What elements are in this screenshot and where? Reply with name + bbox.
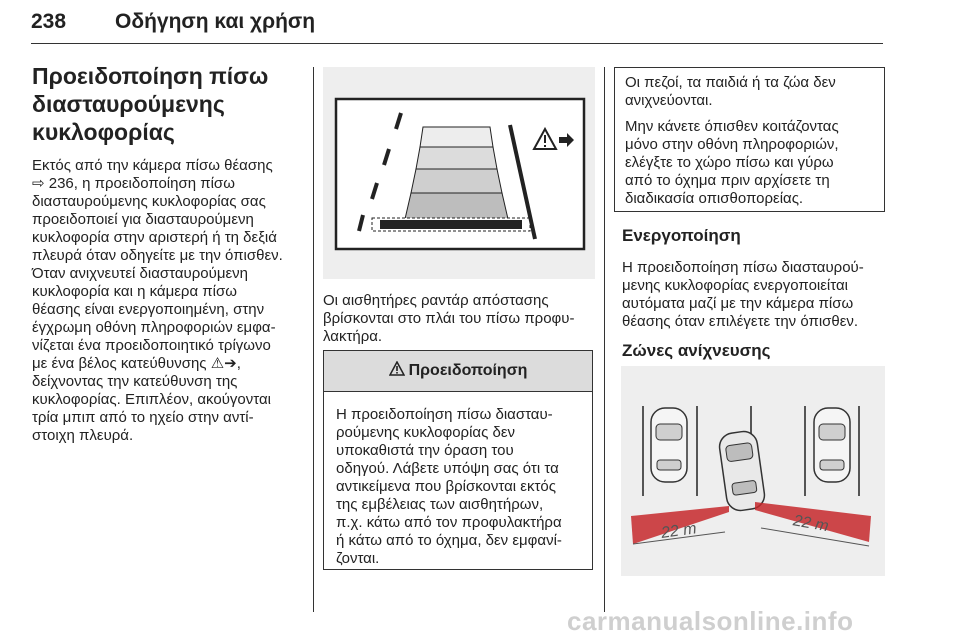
activation-line: Η προειδοποίηση πίσω διασταυρού-: [622, 259, 864, 276]
body-line: κυκλοφορίας. Επιπλέον, ακούγονται: [32, 391, 271, 408]
body-line: διασταυρούμενης κυκλοφορίας σας: [32, 193, 266, 210]
warning-line: οδηγού. Λάβετε υπόψη σας ότι τα: [336, 460, 559, 477]
rear-camera-display-svg: [323, 67, 595, 279]
guide-band: [416, 147, 497, 169]
section-title-line: κυκλοφορίας: [32, 119, 175, 145]
warning-line: διαδικασία οπισθοπορείας.: [625, 190, 804, 207]
warning-line: υποκαθιστά την όραση του: [336, 442, 514, 459]
warning-box: [323, 350, 593, 570]
warning-text: [324, 392, 592, 568]
activation-line: αυτόματα μαζί με την κάμερα πίσω: [622, 295, 854, 312]
watermark: carmanualsonline.info: [567, 606, 854, 636]
section-body: [32, 157, 304, 445]
range-label-right: 22 m: [791, 512, 830, 536]
body-line: τρία μπιπ από το ηχείο στην αντί-: [32, 409, 254, 426]
warning-continued-paragraph: [625, 118, 876, 208]
body-line: προειδοποιεί για διασταυρούμενη: [32, 211, 254, 228]
warning-line: ανιχνεύονται.: [625, 92, 713, 109]
body-line: δείχνοντας την κατεύθυνση της: [32, 373, 238, 390]
warning-line: αντικείμενα που βρίσκονται εκτός: [336, 478, 556, 495]
warning-icon: [389, 361, 405, 381]
guide-band: [411, 169, 502, 193]
warning-line: Η προειδοποίηση πίσω διασταυ-: [336, 406, 553, 423]
warning-box-continued: [614, 67, 885, 212]
body-line: κυκλοφορία στην αριστερή ή τη δεξιά: [32, 229, 277, 246]
caption-line: λακτήρα.: [323, 328, 383, 345]
column-divider: [604, 67, 605, 612]
body-line: νίζεται ένα προειδοποιητικό τρίγωνο: [32, 337, 271, 354]
reversing-car: [718, 430, 766, 513]
warning-line: ελέγξτε το χώρο πίσω και γύρω: [625, 154, 834, 171]
body-line: έγχρωμη οθόνη πληροφοριών εμφα-: [32, 319, 276, 336]
rear-camera-display-illustration: [323, 67, 595, 279]
warning-line: ζονται.: [336, 550, 380, 567]
warning-line: μόνο στην οθόνη πληροφοριών,: [625, 136, 839, 153]
parked-car-right: [814, 408, 850, 482]
warning-continued-text: [615, 68, 884, 208]
warning-header: [324, 351, 592, 392]
guide-band-far: [420, 127, 493, 147]
figure-caption: [323, 292, 595, 346]
body-line: Εκτός από την κάμερα πίσω θέασης: [32, 157, 273, 174]
section-title-line: Προειδοποίηση πίσω: [32, 63, 269, 89]
warning-line: της εμβέλειας των αισθητήρων,: [336, 496, 544, 513]
section-title: [32, 62, 302, 146]
warning-continued-paragraph: [625, 74, 876, 110]
section-title-line: διασταυρούμενης: [32, 91, 225, 117]
running-head: Οδήγηση και χρήση: [115, 10, 316, 33]
parked-car-left: [651, 408, 687, 482]
activation-line: μενης κυκλοφορίας ενεργοποιείται: [622, 277, 848, 294]
bumper-bar: [380, 220, 522, 229]
body-line: Όταν ανιχνευτεί διασταυρούμενη: [32, 265, 248, 282]
body-line: στοιχη πλευρά.: [32, 427, 134, 444]
body-line: με ένα βέλος κατεύθυνσης ⚠➔,: [32, 355, 241, 372]
detection-zones-svg: [621, 366, 885, 576]
activation-line: θέασης όταν επιλέγετε την όπισθεν.: [622, 313, 859, 330]
guide-band: [405, 193, 508, 219]
warning-line: ρούμενης κυκλοφορίας δεν: [336, 424, 516, 441]
detection-zones-heading: Ζώνες ανίχνευσης: [622, 341, 771, 360]
activation-body: [622, 259, 884, 331]
caption-line: Οι αισθητήρες ραντάρ απόστασης: [323, 292, 549, 309]
body-line: κυκλοφορία και η κάμερα πίσω: [32, 283, 237, 300]
warning-line: Οι πεζοί, τα παιδιά ή τα ζώα δεν: [625, 74, 836, 91]
warning-line: Μην κάνετε όπισθεν κοιτάζοντας: [625, 118, 839, 135]
activation-heading: Ενεργοποίηση: [622, 226, 741, 245]
warning-line: π.χ. κάτω από τον προφυλακτήρα: [336, 514, 562, 531]
caption-line: βρίσκονται στο πλάι του πίσω προφυ-: [323, 310, 575, 327]
detection-zones-illustration: [621, 366, 885, 576]
column-divider: [313, 67, 314, 612]
warning-title: Προειδοποίηση: [408, 362, 528, 379]
body-line: θέασης είναι ενεργοποιημένη, στην: [32, 301, 265, 318]
body-line: πλευρά όταν οδηγείτε με την όπισθεν.: [32, 247, 283, 264]
page-number: 238: [31, 10, 67, 33]
warning-line: από το όχημα πριν αρχίσετε τη: [625, 172, 830, 189]
body-line-with-page-reference[interactable]: ⇨ 236, η προειδοποίηση πίσω: [32, 175, 235, 192]
range-label-left: 22 m: [660, 520, 698, 542]
warning-line: ή κάτω από το όχημα, δεν εμφανί-: [336, 532, 562, 549]
header-rule: [31, 43, 883, 44]
